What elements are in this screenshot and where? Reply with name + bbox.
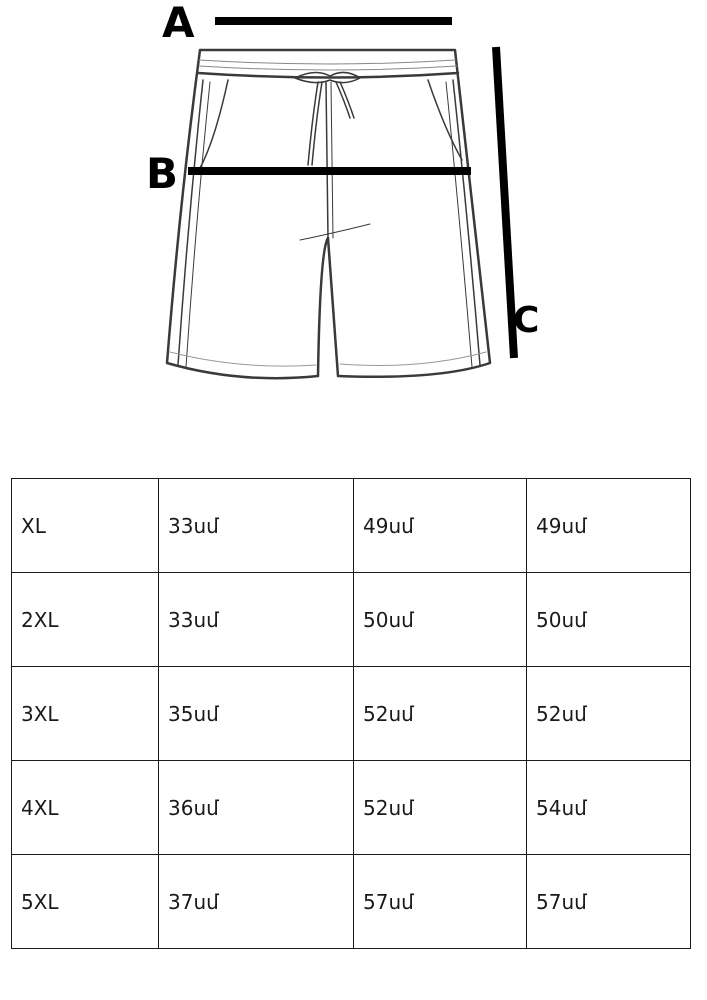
- measure-c-cell: 50սմ: [527, 573, 691, 667]
- measure-c-cell: 54սմ: [527, 761, 691, 855]
- measure-c-cell: 49սմ: [527, 479, 691, 573]
- measure-a-cell: 35սմ: [159, 667, 354, 761]
- table-row: [12, 761, 691, 855]
- measure-a-cell: 33սմ: [159, 479, 354, 573]
- table-row: [12, 573, 691, 667]
- left-pocket: [200, 80, 228, 168]
- table-row: [12, 667, 691, 761]
- size-cell: 4XL: [12, 761, 159, 855]
- measure-b-cell: 57սմ: [354, 855, 527, 949]
- shorts-outline: [167, 50, 490, 378]
- label-c: C: [513, 300, 540, 341]
- size-cell: 5XL: [12, 855, 159, 949]
- measure-b-cell: 49սմ: [354, 479, 527, 573]
- table-row: [12, 855, 691, 949]
- measure-c-cell: 57սմ: [527, 855, 691, 949]
- table-row: [12, 479, 691, 573]
- size-chart-table: [11, 478, 691, 949]
- measure-line-c: [496, 47, 514, 358]
- measure-a-cell: 33սմ: [159, 573, 354, 667]
- size-cell: XL: [12, 479, 159, 573]
- size-cell: 3XL: [12, 667, 159, 761]
- measure-a-cell: 37սմ: [159, 855, 354, 949]
- label-a: A: [162, 0, 195, 47]
- measure-a-cell: 36սմ: [159, 761, 354, 855]
- measurement-diagram: [0, 0, 707, 430]
- measure-b-cell: 52սմ: [354, 761, 527, 855]
- measure-b-cell: 50սմ: [354, 573, 527, 667]
- size-cell: 2XL: [12, 573, 159, 667]
- label-b: B: [146, 149, 179, 198]
- measure-c-cell: 52սմ: [527, 667, 691, 761]
- measure-b-cell: 52սմ: [354, 667, 527, 761]
- shorts-illustration: [0, 0, 707, 430]
